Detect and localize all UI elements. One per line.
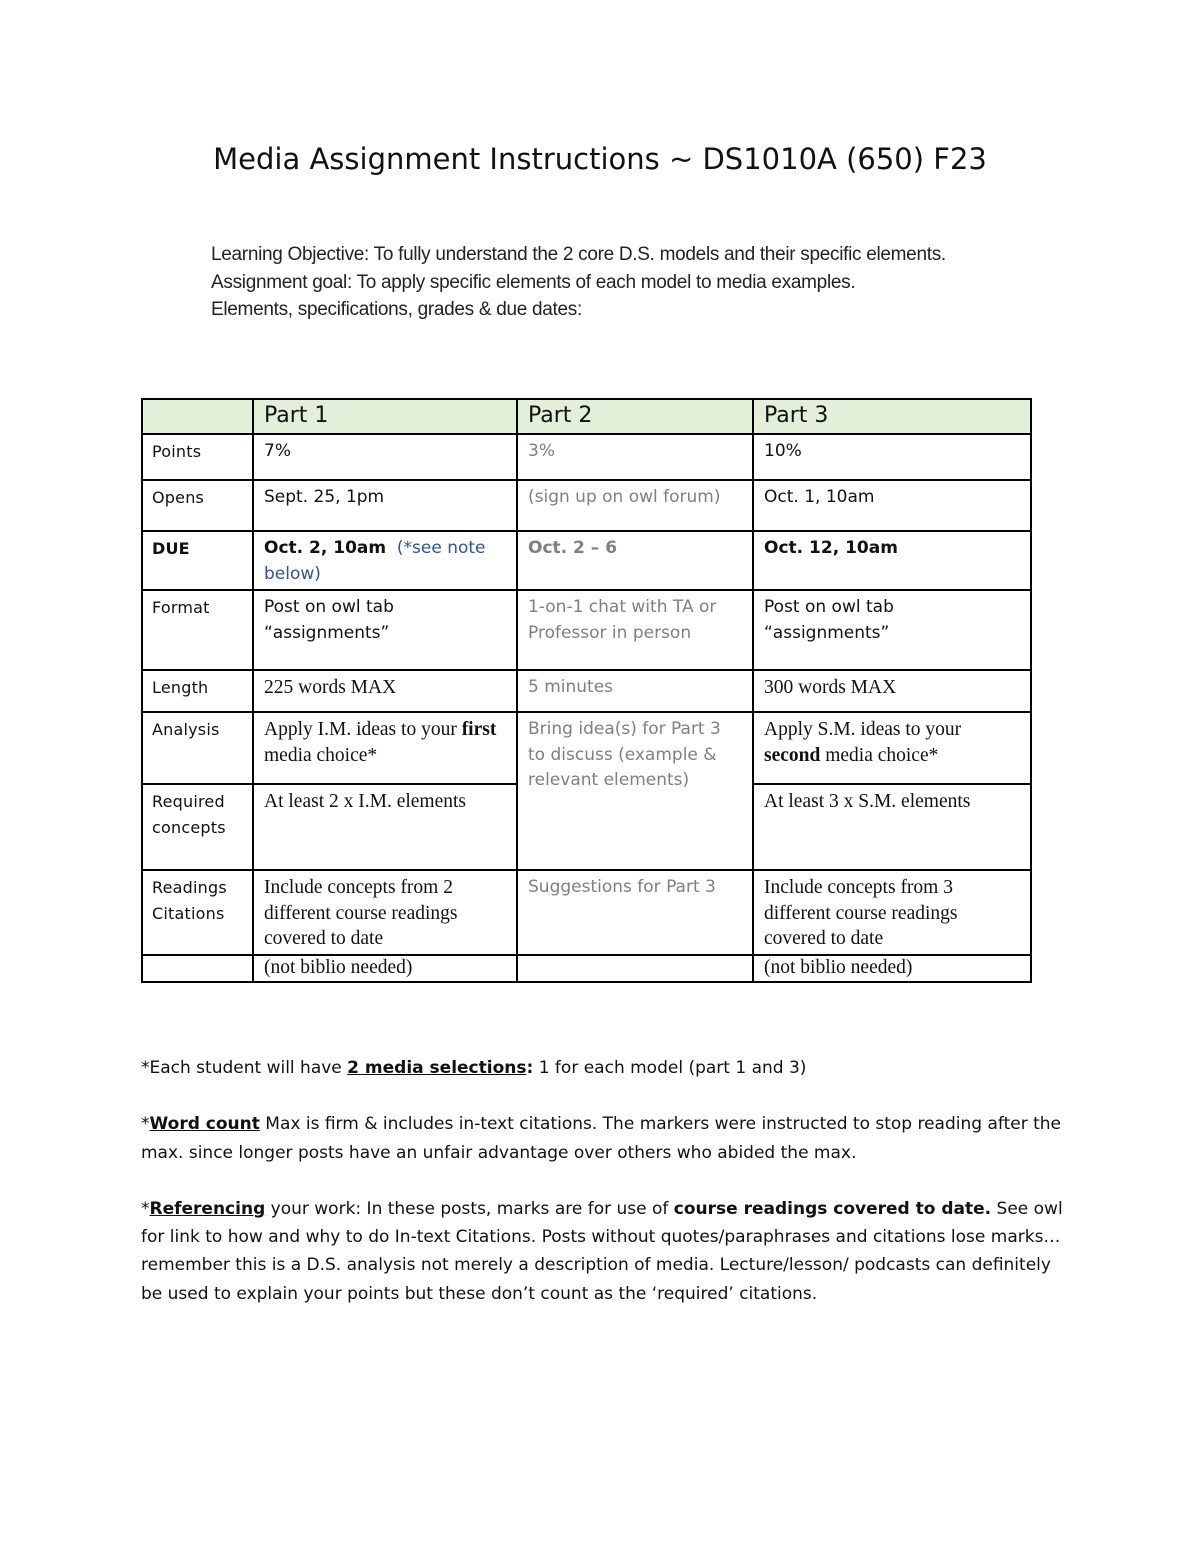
table-header-row [142,399,1031,434]
table-row-biblio [142,955,1031,982]
length-part-1: 225 words MAX [253,670,517,712]
table-row-opens [142,480,1031,531]
note1-bold: 2 media selections [347,1058,527,1078]
note2-bold: Word count [149,1114,260,1135]
note3-mid: your work: In these posts, marks are for use of [265,1198,674,1219]
row-label-required: Required concepts [142,784,253,870]
readings-part-2: Suggestions for Part 3 [517,870,753,955]
due-date-part-1: Oct. 2, 10am [264,538,387,558]
row-label-readings: Readings Citations [142,870,253,955]
biblio-part-2 [517,955,753,982]
note2-star: * [141,1114,150,1135]
note-word-count [141,1110,1071,1167]
assignment-goal: Assignment goal: To apply specific elements of each model to media examples. [211,271,856,293]
note3-bold2: course readings covered to date. [673,1198,992,1219]
note1-colon: : [526,1058,534,1078]
objectives-block [211,241,1111,324]
page-title: Media Assignment Instructions ~ DS1010A (650) F23 [213,142,987,176]
note2-post: Max is firm & includes in-text citations. The markers were instructed to stop reading after the max. since longer posts have an unfair advantage over others who abided the max. [141,1114,1061,1163]
format-part-1: Post on owl tab “assignments” [253,590,517,670]
note-media-selections [141,1054,1071,1082]
analysis-part-1 [253,712,517,784]
table-row-length [142,670,1031,712]
format-part-3: Post on owl tab “assignments” [753,590,1031,670]
note3-bold: Referencing [149,1198,266,1219]
due-part-2: Oct. 2 – 6 [517,531,753,590]
row-label-due: DUE [142,531,253,590]
length-part-3: 300 words MAX [753,670,1031,712]
note-referencing [141,1195,1071,1308]
due-part-3: Oct. 12, 10am [753,531,1031,590]
row-label-length: Length [142,670,253,712]
note3-star: * [141,1198,150,1219]
header-part-1: Part 1 [253,399,517,434]
note1-pre: *Each student will have [141,1058,348,1078]
table-row-due [142,531,1031,590]
analysis-part-3 [753,712,1031,784]
analysis-p1-bold: first [461,719,497,740]
table-row-analysis [142,712,1031,784]
analysis-p1-pre: Apply I.M. ideas to your [264,719,457,740]
analysis-p3-bold: second [764,744,821,766]
biblio-part-1: (not biblio needed) [253,955,517,982]
readings-part-3: Include concepts from 3 different course readings covered to date [753,870,1031,955]
points-part-2: 3% [517,434,753,480]
opens-part-1: Sept. 25, 1pm [253,480,517,531]
opens-part-3: Oct. 1, 10am [753,480,1031,531]
analysis-p3-pre: Apply S.M. ideas to your [764,719,962,740]
readings-part-1: Include concepts from 2 different course readings covered to date [253,870,517,955]
row-label-analysis: Analysis [142,712,253,784]
points-part-1: 7% [253,434,517,480]
header-empty [142,399,253,434]
analysis-part-2: Bring idea(s) for Part 3 to discuss (example & relevant elements) [517,712,753,870]
required-part-1: At least 2 x I.M. elements [253,784,517,870]
row-label-points: Points [142,434,253,480]
opens-part-2: (sign up on owl forum) [517,480,753,531]
table-row-readings [142,870,1031,955]
biblio-label-empty [142,955,253,982]
header-part-3: Part 3 [753,399,1031,434]
notes-section [141,1054,1071,1336]
length-part-2: 5 minutes [517,670,753,712]
see-note-link: (*see note below) [264,538,486,584]
analysis-p3-post: media choice* [825,744,939,766]
learning-objective: Learning Objective: To fully understand the 2 core D.S. models and their specific elements. [211,244,946,265]
header-part-2: Part 2 [517,399,753,434]
row-label-format: Format [142,590,253,670]
required-part-3: At least 3 x S.M. elements [753,784,1031,870]
row-label-opens: Opens [142,480,253,531]
due-part-1 [253,531,517,590]
note3-post: See owl for link to how and why to do In-text Citations. Posts without quotes/paraphrases and citations lose marks… remember this is a D.S. analysis not merely a description of media. Lecture/lesson/ podcasts can definitely be used to explain your points but these don’t count as the ‘required’ citations. [141,1198,1063,1304]
note1-post: 1 for each model (part 1 and 3) [533,1058,807,1078]
analysis-p1-post: media choice* [264,744,378,766]
points-part-3: 10% [753,434,1031,480]
elements-line: Elements, specifications, grades & due dates: [211,299,582,320]
format-part-2: 1-on-1 chat with TA or Professor in person [517,590,753,670]
assignment-table [141,398,1032,983]
table-row-points [142,434,1031,480]
table-row-format [142,590,1031,670]
biblio-part-3: (not biblio needed) [753,955,1031,982]
